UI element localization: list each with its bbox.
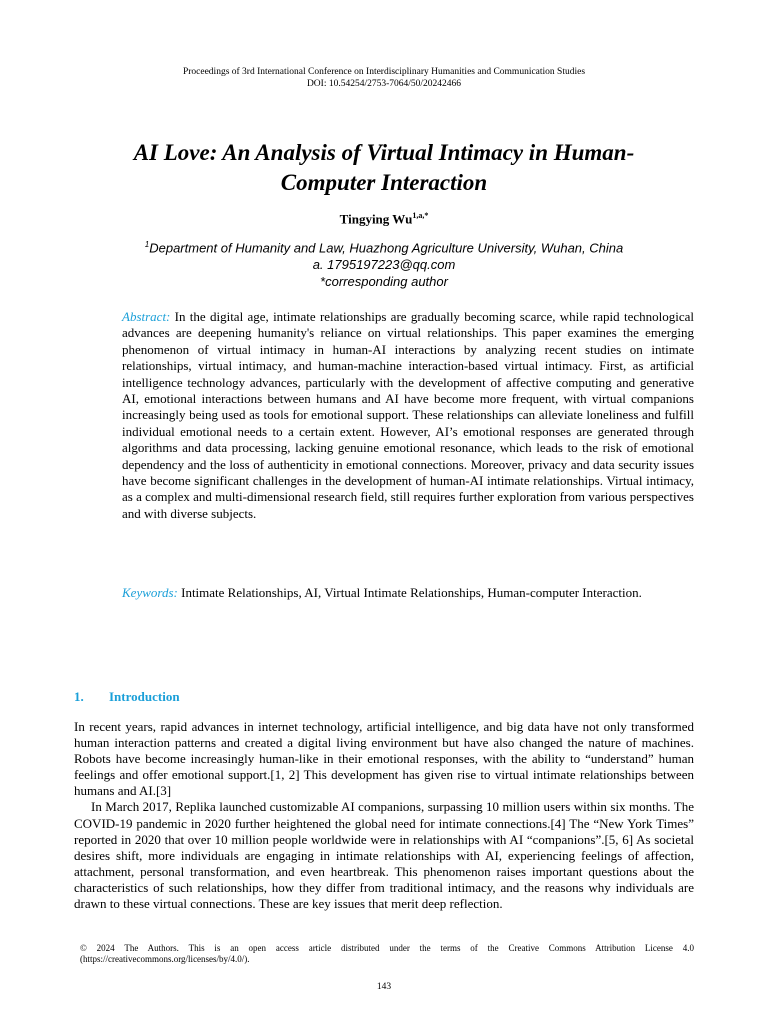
author-email: a. 1795197223@qq.com — [312, 257, 456, 273]
section-heading — [74, 689, 180, 705]
keywords-text: Intimate Relationships, AI, Virtual Intimate Relationships, Human-computer Interaction. — [177, 585, 642, 600]
body-text — [74, 719, 694, 912]
paragraph: In recent years, rapid advances in internet technology, artificial intelligence, and big data have not only transformed human interaction patterns and created a digital living environment but have also changed the nature of machines. Robots have become increasingly human-like in their emotional responses, with the ability to “understand” human feelings and offer emotional support.[1, 2] This development has given rise to virtual intimate relationships between humans and AI.[3] — [74, 719, 694, 799]
abstract — [122, 309, 694, 522]
abstract-label: Abstract: — [122, 309, 171, 324]
author-name: Tingying Wu — [339, 211, 413, 227]
page-number: 143 — [376, 982, 392, 992]
running-header — [0, 66, 768, 90]
affiliation-line — [0, 236, 768, 256]
author-superscript: 1,a,* — [412, 211, 429, 220]
section-number: 1. — [74, 689, 84, 704]
keywords-label: Keywords: — [122, 585, 178, 600]
section-title: Introduction — [109, 689, 180, 704]
author-line — [0, 211, 768, 227]
affiliation-superscript: 1 — [144, 240, 150, 249]
corresponding-note: *corresponding author — [320, 274, 448, 290]
paper-title: AI Love: An Analysis of Virtual Intimacy in Human-Computer Interaction — [133, 140, 635, 195]
affiliation-dept: Department of Humanity and Law, Huazhong Agriculture University, Wuhan, China — [149, 240, 624, 256]
abstract-text: In the digital age, intimate relationships are gradually becoming scarce, while rapid technological advances are deepening humanity's reliance on virtual relationships. This paper examines the emerging phenomenon of virtual intimacy in human-AI interactions by analyzing recent studies on intimate relationships, virtual intimacy, and human-machine interaction-based virtual intimacy. First, as artificial intelligence technology advances, particularly with the development of affective computing and generative AI, emotional interactions between humans and AI have become more frequent, with virtual companions increasingly being used as tools for emotional support. These relationships can alleviate loneliness and fulfill individual emotional needs to a certain extent. However, AI’s emotional responses are generated through algorithms and data processing, lacking genuine emotional resonance, which leads to the risk of emotional dependency and the loss of authenticity in emotional connections. Moreover, privacy and data security issues have become significant challenges in the development of human-AI intimate relationships. Virtual intimacy, as a complex and multi-dimensional research field, still requires further exploration from various perspectives and with diverse subjects. — [122, 309, 694, 521]
doi-line: DOI: 10.54254/2753-7064/50/20242466 — [306, 79, 462, 89]
license-footnote: © 2024 The Authors. This is an open access article distributed under the terms of the Creative Commons Attribution License 4.0 (https://creativecommons.org/licenses/by/4.0/). — [80, 943, 694, 964]
paragraph: In March 2017, Replika launched customizable AI companions, surpassing 10 million users within six months. The COVID-19 pandemic in 2020 further heightened the global need for intimate connections.[4] The “New York Times” reported in 2020 that over 10 million people worldwide were in relationships with AI “companions”.[5, 6] As societal desires shift, more individuals are engaging in intimate relationships with AI, experiencing feelings of affection, attachment, personal transformation, and even heartbreak. This phenomenon raises important questions about the characteristics of such relationships, how they differ from traditional intimacy, and the reasons why individuals are drawn to these virtual connections. These are key issues that merit deep reflection. — [74, 799, 694, 912]
proceedings-line: Proceedings of 3rd International Conference on Interdisciplinary Humanities and Communication Studies — [182, 67, 586, 77]
affiliation-block — [0, 236, 768, 290]
keywords — [122, 584, 694, 601]
